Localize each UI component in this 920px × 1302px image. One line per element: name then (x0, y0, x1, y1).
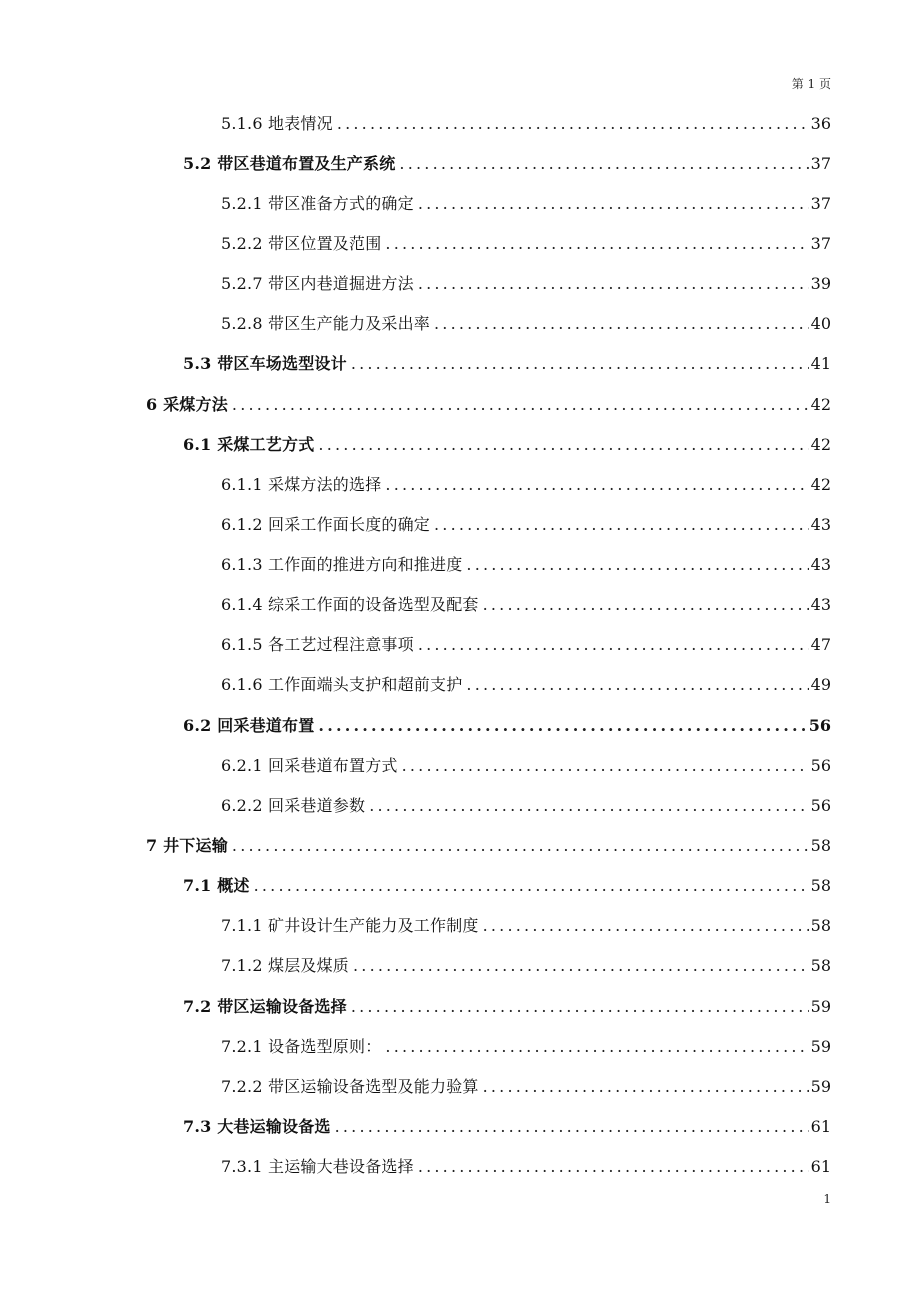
toc-entry-page: 39 (810, 274, 831, 293)
toc-entry[interactable] (146, 393, 831, 417)
toc-entry-page: 37 (810, 154, 831, 173)
toc-leader-dots (353, 954, 809, 978)
toc-entry-page: 37 (810, 234, 831, 253)
toc-entry-page: 58 (810, 916, 831, 935)
toc-entry-title: 6.1.5 各工艺过程注意事项 (221, 635, 414, 654)
toc-leader-dots (351, 995, 809, 1019)
toc-entry[interactable] (221, 794, 831, 818)
toc-entry-title: 7.2.1 设备选型原则： (221, 1037, 382, 1056)
toc-leader-dots (434, 513, 809, 537)
toc-entry-title: 5.2.7 带区内巷道掘进方法 (221, 274, 414, 293)
toc-entry[interactable] (221, 754, 831, 778)
page-number: 1 (823, 1192, 831, 1206)
toc-entry[interactable] (183, 152, 831, 176)
toc-entry-title: 6.1.3 工作面的推进方向和推进度 (221, 555, 463, 574)
toc-leader-dots (335, 1115, 809, 1139)
toc-entry-title: 7 井下运输 (146, 836, 228, 855)
toc-entry[interactable] (221, 914, 831, 938)
toc-entry-title: 5.2 带区巷道布置及生产系统 (183, 154, 396, 173)
toc-entry-page: 43 (810, 515, 831, 534)
toc-leader-dots (418, 633, 809, 657)
toc-leader-dots (385, 473, 808, 497)
toc-entry[interactable] (221, 1155, 831, 1179)
toc-entry[interactable] (221, 312, 831, 336)
toc-entry-page: 61 (810, 1117, 831, 1136)
toc-leader-dots (399, 152, 808, 176)
toc-entry-title: 6.2 回采巷道布置 (183, 716, 315, 735)
toc-entry-page: 56 (810, 796, 831, 815)
toc-leader-dots (318, 433, 808, 457)
toc-leader-dots (466, 673, 808, 697)
toc-entry-page: 40 (810, 314, 831, 333)
toc-entry-page: 47 (810, 635, 831, 654)
toc-leader-dots (337, 112, 809, 136)
toc-leader-dots (418, 1155, 809, 1179)
toc-entry-title: 5.2.1 带区准备方式的确定 (221, 194, 414, 213)
toc-entry[interactable] (221, 673, 831, 697)
toc-entry-title: 6.2.2 回采巷道参数 (221, 796, 366, 815)
toc-entry-title: 7.3 大巷运输设备选 (183, 1117, 331, 1136)
toc-leader-dots (369, 794, 808, 818)
toc-entry-title: 6 采煤方法 (146, 395, 228, 414)
toc-leader-dots (385, 232, 808, 256)
toc-entry[interactable] (221, 192, 831, 216)
toc-entry-title: 5.1.6 地表情况 (221, 114, 333, 133)
toc-entry[interactable] (183, 995, 831, 1019)
toc-entry-page: 61 (810, 1157, 831, 1176)
toc-entry[interactable] (183, 433, 831, 457)
toc-entry-title: 7.3.1 主运输大巷设备选择 (221, 1157, 414, 1176)
toc-entry-title: 6.1.2 回采工作面长度的确定 (221, 515, 430, 534)
toc-entry-page: 58 (810, 956, 831, 975)
toc-entry[interactable] (221, 593, 831, 617)
toc-entry-page: 36 (810, 114, 831, 133)
toc-leader-dots (483, 593, 809, 617)
toc-entry[interactable] (221, 633, 831, 657)
toc-entry[interactable] (221, 473, 831, 497)
toc-entry[interactable] (221, 954, 831, 978)
toc-entry-page: 41 (810, 354, 831, 373)
toc-leader-dots (434, 312, 809, 336)
toc-entry-page: 42 (810, 435, 831, 454)
toc-entry-page: 59 (810, 997, 831, 1016)
toc-leader-dots (466, 553, 808, 577)
toc-entry[interactable] (221, 1035, 831, 1059)
toc-leader-dots (232, 393, 809, 417)
toc-entry[interactable] (221, 272, 831, 296)
toc-entry-page: 58 (810, 876, 831, 895)
toc-entry[interactable] (221, 232, 831, 256)
toc-entry-title: 7.1.1 矿井设计生产能力及工作制度 (221, 916, 479, 935)
toc-entry-title: 6.1.6 工作面端头支护和超前支护 (221, 675, 463, 694)
toc-leader-dots (418, 192, 809, 216)
page-header-label: 第 1 页 (791, 77, 831, 91)
toc-entry[interactable] (221, 513, 831, 537)
toc-entry[interactable] (221, 553, 831, 577)
toc-entry-title: 7.1.2 煤层及煤质 (221, 956, 349, 975)
toc-entry-page: 43 (810, 555, 831, 574)
toc-leader-dots (232, 834, 809, 858)
toc-entry-title: 7.1 概述 (183, 876, 250, 895)
toc-entry[interactable] (183, 1115, 831, 1139)
toc-entry[interactable] (183, 714, 831, 738)
toc-leader-dots (483, 1075, 809, 1099)
toc-entry-title: 6.1.1 采煤方法的选择 (221, 475, 382, 494)
toc-leader-dots (418, 272, 809, 296)
toc-leader-dots (402, 754, 809, 778)
toc-entry-title: 7.2 带区运输设备选择 (183, 997, 347, 1016)
toc-leader-dots (254, 874, 809, 898)
toc-entry[interactable] (221, 1075, 831, 1099)
toc-leader-dots (318, 714, 806, 738)
toc-entry-page: 56 (808, 716, 831, 735)
toc-entry-title: 5.2.2 带区位置及范围 (221, 234, 382, 253)
toc-entry-title: 6.1 采煤工艺方式 (183, 435, 315, 454)
toc-entry-page: 58 (810, 836, 831, 855)
toc-entry-title: 5.2.8 带区生产能力及采出率 (221, 314, 430, 333)
toc-entry[interactable] (183, 874, 831, 898)
toc-entry[interactable] (146, 834, 831, 858)
toc-leader-dots (483, 914, 809, 938)
toc-entry-page: 37 (810, 194, 831, 213)
toc-entry[interactable] (221, 112, 831, 136)
toc-entry-page: 49 (810, 675, 831, 694)
toc-entry-page: 42 (810, 395, 831, 414)
toc-entry-title: 6.1.4 综采工作面的设备选型及配套 (221, 595, 479, 614)
toc-entry-page: 56 (810, 756, 831, 775)
toc-entry[interactable] (183, 352, 831, 376)
toc-entry-title: 5.3 带区车场选型设计 (183, 354, 347, 373)
toc-entry-title: 6.2.1 回采巷道布置方式 (221, 756, 398, 775)
toc-entry-page: 59 (810, 1077, 831, 1096)
toc-entry-page: 59 (810, 1037, 831, 1056)
toc-leader-dots (385, 1035, 808, 1059)
toc-entry-title: 7.2.2 带区运输设备选型及能力验算 (221, 1077, 479, 1096)
toc-entry-page: 43 (810, 595, 831, 614)
toc-leader-dots (351, 352, 809, 376)
toc-entry-page: 42 (810, 475, 831, 494)
